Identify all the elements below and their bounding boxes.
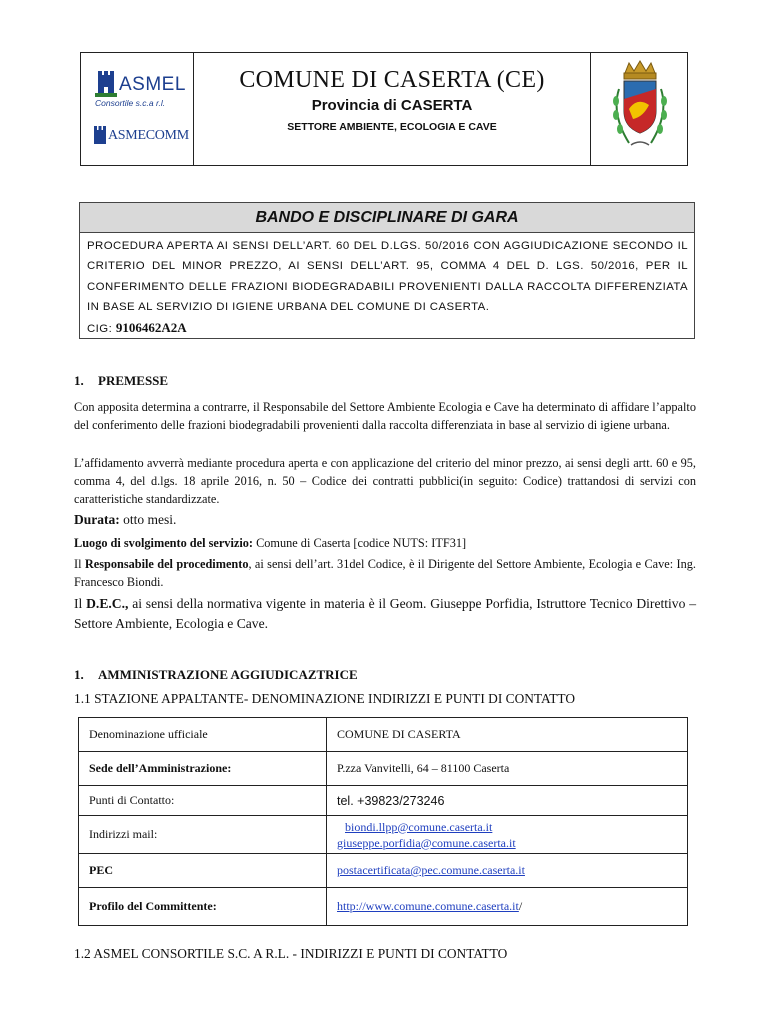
amministrazione-title: AMMINISTRAZIONE AGGIUDICAZTRICE xyxy=(98,667,358,682)
row-label-sede: Sede dell’Amministrazione: xyxy=(79,752,327,786)
partner-logos xyxy=(81,53,194,165)
cig-value: 9106462A2A xyxy=(115,319,187,335)
row-label-mail: Indirizzi mail: xyxy=(79,816,327,854)
contact-table xyxy=(78,717,688,926)
responsabile-label: Responsabile del procedimento xyxy=(84,557,249,571)
coat-of-arms-cell xyxy=(590,53,687,165)
responsabile-prefix: Il xyxy=(74,557,82,571)
row-value-telefono: tel. +39823/273246 xyxy=(327,786,688,816)
dec-prefix: Il xyxy=(74,596,83,611)
premesse-paragraph-2: L’affidamento avverrà mediante procedura aperta e con applicazione del criterio del minor prezzo, ai sensi degli artt. 60 e 95, comma 4, del d.lgs. 18 aprile 2016, n. 50 – Codice dei contratti pubblici(in seguito: Codice) trattandosi di servizi con caratteristiche standardizzate. xyxy=(74,456,696,506)
luogo-label: Luogo di svolgimento del servizio: xyxy=(74,536,253,550)
premesse-heading xyxy=(74,373,168,389)
premesse-number: 1. xyxy=(74,373,84,388)
profilo-committente-link[interactable]: http://www.comune.comune.caserta.it xyxy=(337,899,519,913)
asmecomm-castle-icon xyxy=(93,124,107,144)
row-label-pec: PEC xyxy=(79,854,327,888)
asmecomm-logo-text: ASMECOMM xyxy=(108,128,189,143)
email-link-porfidia[interactable]: giuseppe.porfidia@comune.caserta.it xyxy=(337,835,516,850)
table-row xyxy=(79,718,688,752)
profilo-suffix: / xyxy=(518,899,523,913)
subsection-1-2-title: 1.2 ASMEL CONSORTILE S.C. A R.L. - INDIRIZZI E PUNTI DI CONTATTO xyxy=(74,946,508,961)
asmel-castle-icon xyxy=(95,67,117,97)
row-value-pec xyxy=(327,854,688,888)
durata-line xyxy=(74,511,696,529)
bando-box xyxy=(79,202,695,339)
dec-label: D.E.C., xyxy=(86,596,129,611)
premesse-title: PREMESSE xyxy=(98,373,169,388)
table-row xyxy=(79,854,688,888)
table-row xyxy=(79,786,688,816)
cig-label: CIG: xyxy=(87,322,113,335)
bando-title: BANDO E DISCIPLINARE DI GARA xyxy=(80,203,694,233)
amministrazione-heading xyxy=(74,667,358,683)
luogo-line xyxy=(74,534,696,552)
row-value-sede: P.zza Vanvitelli, 64 – 81100 Caserta xyxy=(327,752,688,786)
responsabile-value: , ai sensi dell’art. 31del Codice, è il Dirigente del Settore Ambiente, Ecologia e Cave: Ing. Francesco Biondi. xyxy=(74,557,696,589)
subsection-1-1-title: 1.1 STAZIONE APPALTANTE- DENOMINAZIONE INDIRIZZI E PUNTI DI CONTATTO xyxy=(74,691,575,706)
settore-title: SETTORE AMBIENTE, ECOLOGIA E CAVE xyxy=(287,121,497,133)
durata-label: Durata: xyxy=(74,512,120,527)
asmel-logo-subtitle: Consortile s.c.a r.l. xyxy=(95,98,166,108)
table-row xyxy=(79,888,688,926)
table-row xyxy=(79,816,688,854)
row-label-denominazione: Denominazione ufficiale xyxy=(79,718,327,752)
header-title-block xyxy=(193,53,591,165)
dec-paragraph xyxy=(74,594,696,634)
row-value-profilo xyxy=(327,888,688,926)
table-row xyxy=(79,752,688,786)
row-value-mail xyxy=(327,816,688,854)
row-value-denominazione: COMUNE DI CASERTA xyxy=(327,718,688,752)
document-header xyxy=(80,52,688,166)
row-label-profilo: Profilo del Committente: xyxy=(79,888,327,926)
luogo-value: Comune di Caserta [codice NUTS: ITF31] xyxy=(256,536,467,550)
premesse-paragraph-1: Con apposita determina a contrarre, il Responsabile del Settore Ambiente Ecologia e Cave ha determinato di affidare l’appalto del conferimento delle frazioni biodegradabili provenienti dalla raccolta differenziata in base al servizio di igiene urbana. xyxy=(74,400,696,432)
pec-link[interactable]: postacertificata@pec.comune.caserta.it xyxy=(337,863,525,877)
bando-description-block xyxy=(80,233,694,339)
provincia-title: Provincia di CASERTA xyxy=(311,97,473,114)
coat-of-arms-icon xyxy=(607,59,673,159)
comune-title: COMUNE DI CASERTA (CE) xyxy=(239,67,545,93)
row-label-punti-contatto: Punti di Contatto: xyxy=(79,786,327,816)
amministrazione-number: 1. xyxy=(74,667,84,682)
durata-value: otto mesi. xyxy=(123,512,177,527)
dec-value: ai sensi della normativa vigente in materia è il Geom. Giuseppe Porfidia, Istruttore Tecnico Direttivo – Settore Ambiente, Ecologia e Cave. xyxy=(74,596,696,631)
bando-description: PROCEDURA APERTA AI SENSI DELL’ART. 60 DEL D.LGS. 50/2016 CON AGGIUDICAZIONE SECONDO IL CRITERIO DEL MINOR PREZZO, AI SENSI DELL’ART. 95, COMMA 4 DEL D. LGS. 50/2016, PER IL CONFERIMENTO DELLE FRAZIONI BIODEGRADABILI PROVENIENTI DALLA RACCOLTA DIFFERENZIATA IN BASE AL SERVIZIO DI IGIENE URBANA DEL COMUNE DI CASERTA. xyxy=(87,240,688,314)
asmel-logo-text: ASMEL xyxy=(119,74,186,95)
responsabile-paragraph xyxy=(74,555,696,591)
email-link-biondi[interactable]: biondi.llpp@comune.caserta.it xyxy=(345,819,493,834)
